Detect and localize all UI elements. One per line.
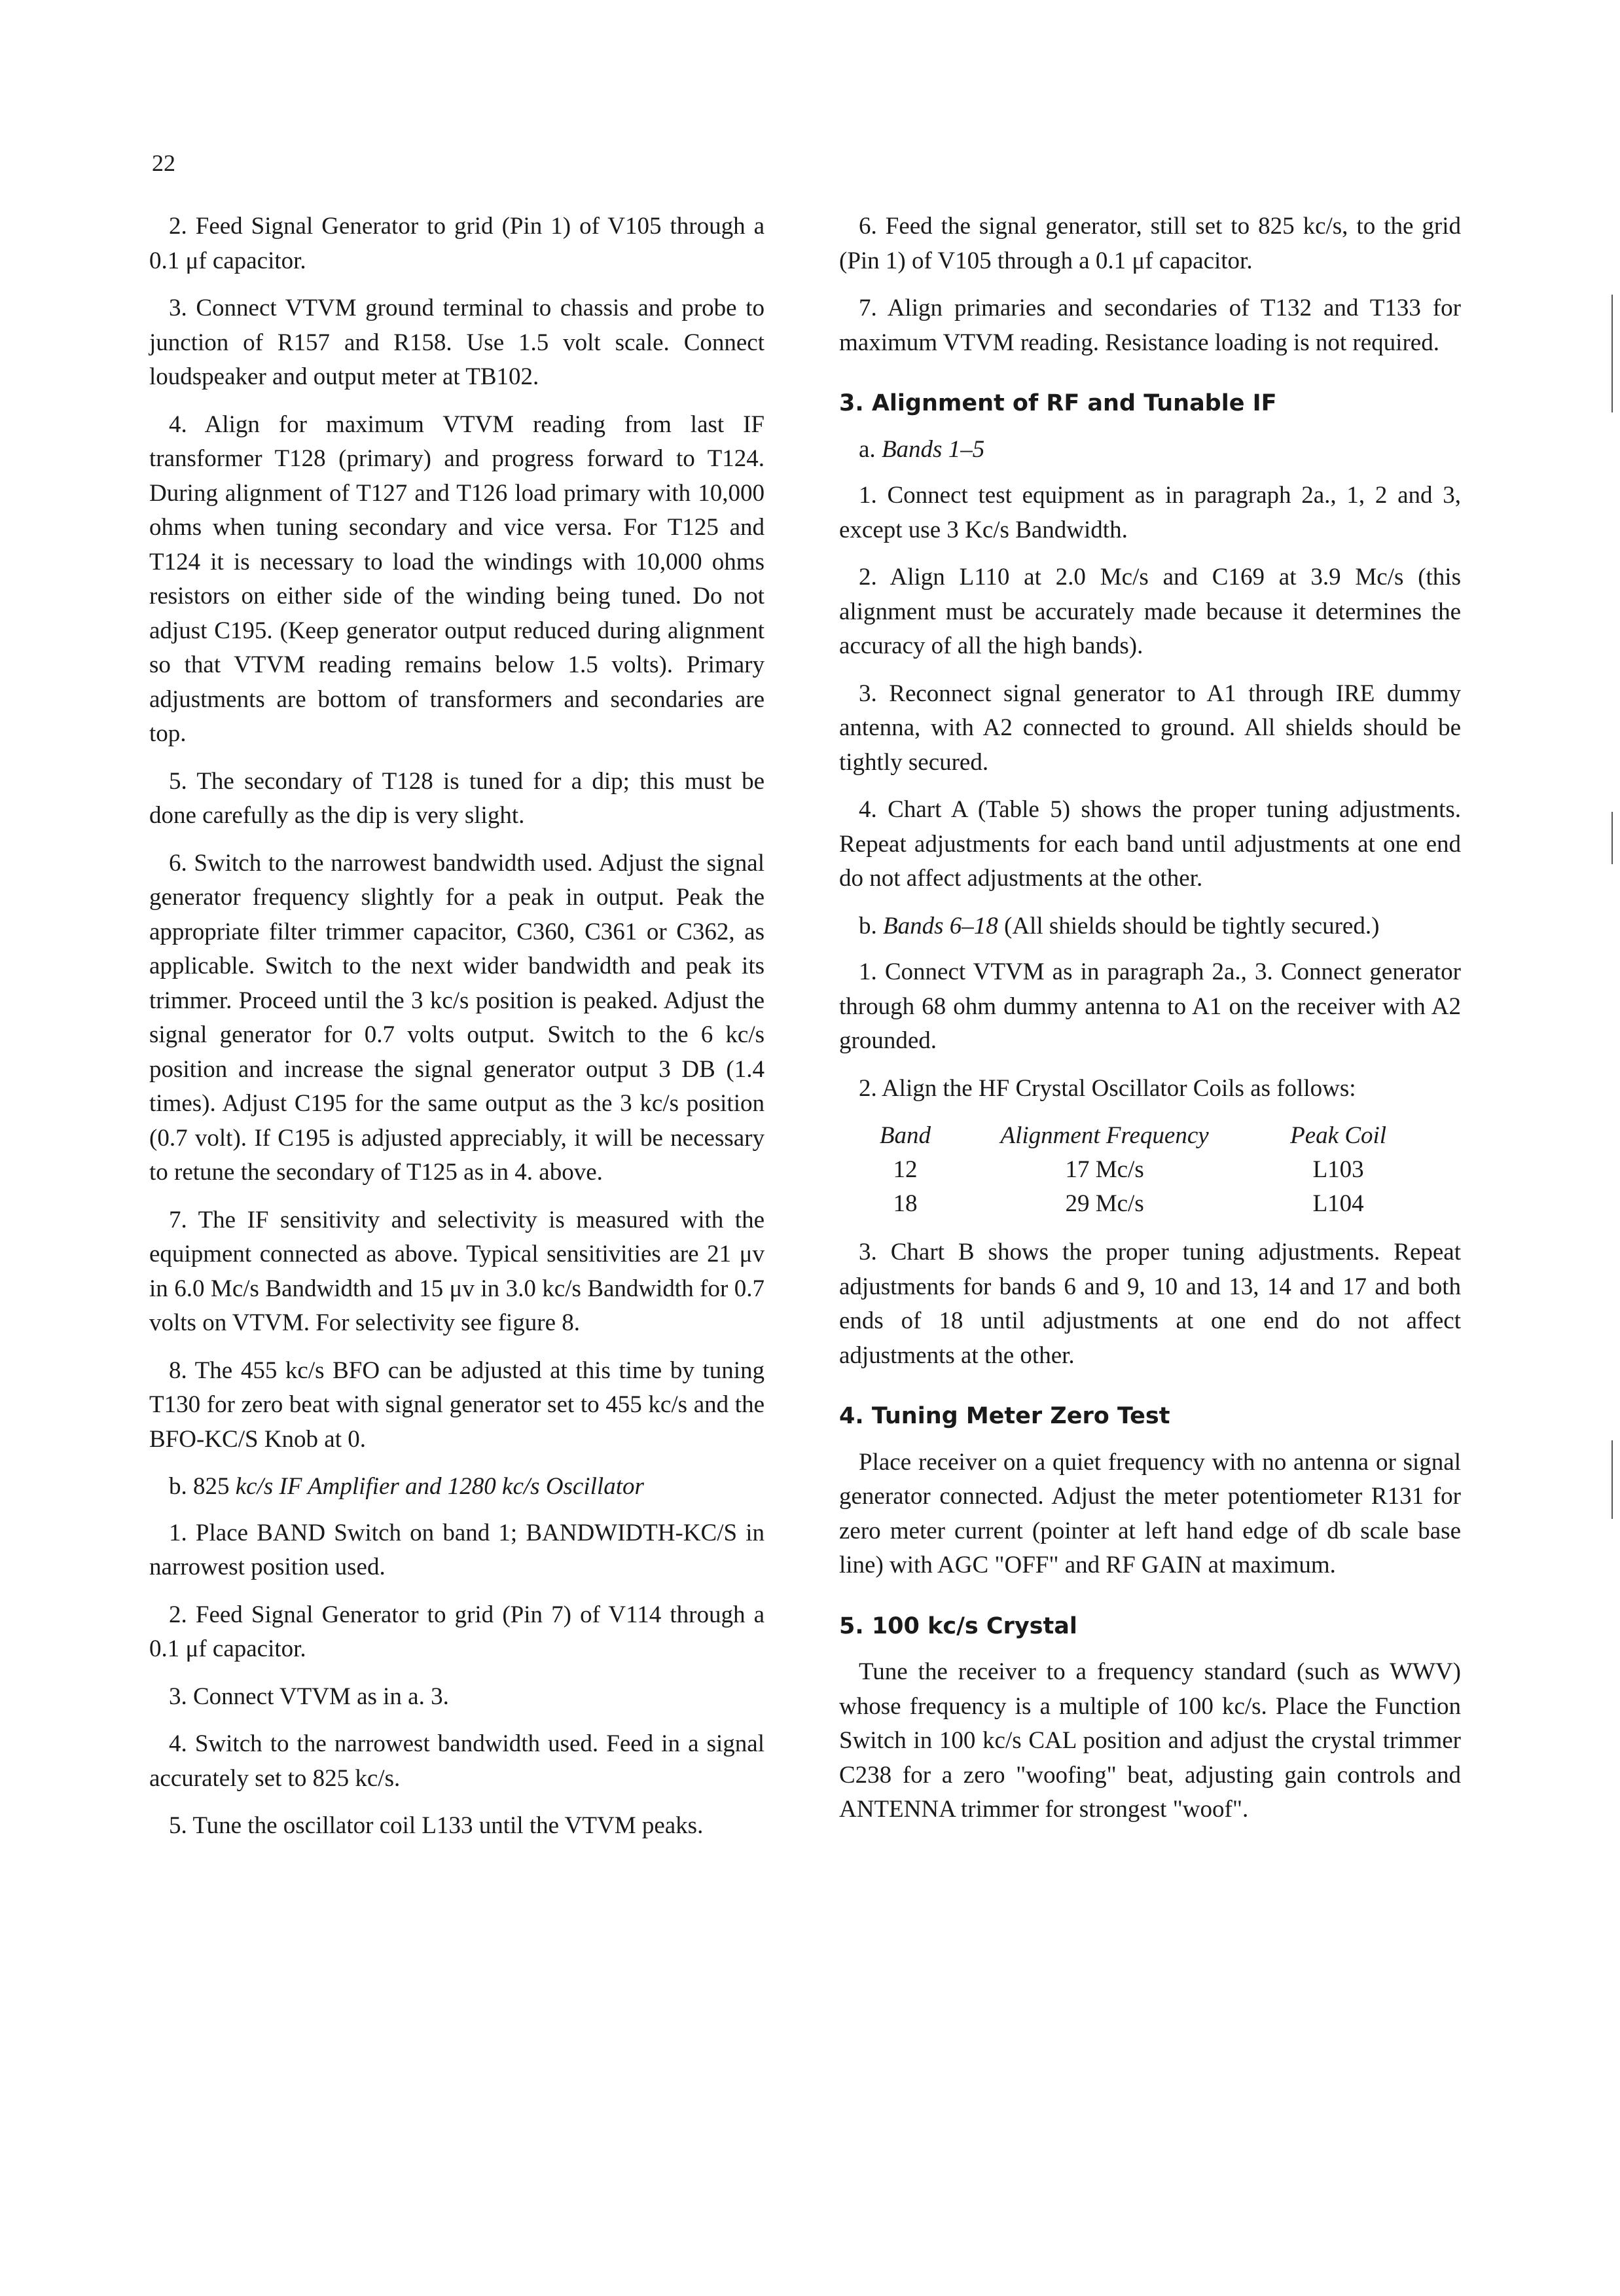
cell-band: 12 [893, 1156, 918, 1183]
cell-coil: L104 [1312, 1190, 1364, 1217]
paragraph: 1. Place BAND Switch on band 1; BANDWIDTH-KC/S in narrowest position used. [149, 1519, 765, 1580]
paragraph: 4. Align for maximum VTVM reading from last IF transformer T128 (primary) and progress forward to T124. During alignment of T127 and T126 load primary with 10,000 ohms when tuning secondary and vice versa. For T125 and T124 it is necessary to load the windings with 10,000 ohms resistors on either side of the winding being tuned. Do not adjust C195. (Keep generator output reduced during alignment so that VTVM reading remains below 1.5 volts). Primary adjustments are bottom of transformers and secondaries are top. [149, 410, 765, 747]
paragraph: 1. Connect test equipment as in paragraph 2a., 1, 2 and 3, except use 3 Kc/s Bandwidth. [839, 482, 1461, 543]
subsection-title: Bands 6–18 [883, 912, 998, 939]
table-header-row [865, 1119, 1413, 1153]
subsection-b-heading [839, 909, 1461, 944]
paragraph: 6. Feed the signal generator, still set to 825 kc/s, to the grid (Pin 1) of V105 through a 0.1 μf capacitor. [839, 213, 1461, 274]
paragraph: 5. The secondary of T128 is tuned for a dip; this must be done carefully as the dip is very slight. [149, 767, 765, 829]
paragraph: 7. The IF sensitivity and selectivity is measured with the equipment connected as above. Typical sensitivities are 21 μv in 6.0 Mc/s Bandwidth and 15 μv in 3.0 kc/s Bandwidth for 0.7 volts on VTVM. For selectivity see figure 8. [149, 1206, 765, 1336]
subsection-title: Bands 1–5 [881, 435, 985, 463]
section-heading: 5. 100 kc/s Crystal [839, 1613, 1077, 1639]
coil-alignment-table [865, 1119, 1413, 1221]
paragraph: 8. The 455 kc/s BFO can be adjusted at this time by tuning T130 for zero beat with signal generator set to 455 kc/s and the BFO-KC/S Knob at 0. [149, 1357, 765, 1453]
paragraph: 2. Align L110 at 2.0 Mc/s and C169 at 3.9 Mc/s (this alignment must be accurately made because it determines the accuracy of all the high bands). [839, 564, 1461, 659]
paragraph: 4. Switch to the narrowest bandwidth used. Feed in a signal accurately set to 825 kc/s. [149, 1730, 765, 1792]
cell-frequency: 17 Mc/s [1065, 1156, 1144, 1183]
section-heading: 3. Alignment of RF and Tunable IF [839, 390, 1277, 416]
cell-band: 18 [893, 1190, 918, 1217]
subsection-b-heading [149, 1470, 765, 1504]
cell-coil: L103 [1312, 1156, 1364, 1183]
paragraph: 2. Align the HF Crystal Oscillator Coils as follows: [859, 1074, 1356, 1102]
paragraph: Place receiver on a quiet frequency with no antenna or signal generator connected. Adjust the meter potentiometer R131 for zero meter current (pointer at left hand edge of db scale base line) with AGC "OFF" and RF GAIN at maximum. [839, 1448, 1461, 1578]
header-coil: Peak Coil [1290, 1122, 1387, 1149]
paragraph: 1. Connect VTVM as in paragraph 2a., 3. Connect generator through 68 ohm dummy antenna to A1 on the receiver with A2 grounded. [839, 958, 1461, 1054]
subsection-prefix: a. [859, 435, 876, 463]
paragraph: 3. Chart B shows the proper tuning adjustments. Repeat adjustments for bands 6 and 9, 10 and 13, 14 and 17 and both ends of 18 until adjustments at one end do not affect adjustments at the other. [839, 1239, 1461, 1369]
left-column [149, 210, 765, 1857]
scan-margin-mark [1611, 1440, 1613, 1519]
header-band: Band [879, 1122, 931, 1149]
subsection-a-heading [839, 433, 1461, 467]
paragraph: 3. Reconnect signal generator to A1 through IRE dummy antenna, with A2 connected to ground. All shields should be tightly secured. [839, 680, 1461, 776]
right-column [839, 210, 1461, 1840]
paragraph: 3. Connect VTVM as in a. 3. [169, 1683, 449, 1710]
paragraph: 4. Chart A (Table 5) shows the proper tuning adjustments. Repeat adjustments for each band until adjustments at one end do not affect adjustments at the other. [839, 796, 1461, 892]
subsection-note: (All shields should be tightly secured.) [1004, 912, 1380, 939]
paragraph: 7. Align primaries and secondaries of T132 and T133 for maximum VTVM reading. Resistance loading is not required. [839, 295, 1461, 356]
scan-margin-mark [1611, 812, 1613, 864]
paragraph: 3. Connect VTVM ground terminal to chassis and probe to junction of R157 and R158. Use 1.5 volt scale. Connect loudspeaker and output meter at TB102. [149, 295, 765, 390]
section-heading: 4. Tuning Meter Zero Test [839, 1403, 1170, 1429]
table-row [865, 1187, 1413, 1221]
paragraph: 2. Feed Signal Generator to grid (Pin 1) of V105 through a 0.1 μf capacitor. [149, 213, 765, 274]
paragraph: Tune the receiver to a frequency standard (such as WWV) whose frequency is a multiple of 100 kc/s. Place the Function Switch in 100 kc/s CAL position and adjust the crystal trimmer C238 for a zero "woofing" beat, adjusting gain controls and ANTENNA trimmer for strongest "woof". [839, 1658, 1461, 1823]
cell-frequency: 29 Mc/s [1065, 1190, 1144, 1217]
subsection-prefix: b. 825 [169, 1473, 230, 1500]
header-frequency: Alignment Frequency [1000, 1122, 1209, 1149]
paragraph: 2. Feed Signal Generator to grid (Pin 7) of V114 through a 0.1 μf capacitor. [149, 1601, 765, 1662]
table-row [865, 1153, 1413, 1187]
subsection-prefix: b. [859, 912, 877, 939]
scan-margin-mark [1611, 295, 1613, 412]
subsection-title: kc/s IF Amplifier and 1280 kc/s Oscillator [235, 1473, 644, 1500]
page-number: 22 [152, 150, 175, 176]
paragraph: 6. Switch to the narrowest bandwidth used. Adjust the signal generator frequency slightly for a peak in output. Peak the appropriate filter trimmer capacitor, C360, C361 or C362, as applicable. Switch to the next wider bandwidth and peak its trimmer. Proceed until the 3 kc/s position is peaked. Adjust the signal generator for 0.7 volts output. Switch to the 6 kc/s position and increase the signal generator output 3 DB (1.4 times). Adjust C195 for the same output as the 3 kc/s position (0.7 volt). If C195 is adjusted appreciably, it will be necessary to retune the secondary of T125 as in 4. above. [149, 849, 765, 1186]
paragraph: 5. Tune the oscillator coil L133 until the VTVM peaks. [169, 1812, 704, 1839]
